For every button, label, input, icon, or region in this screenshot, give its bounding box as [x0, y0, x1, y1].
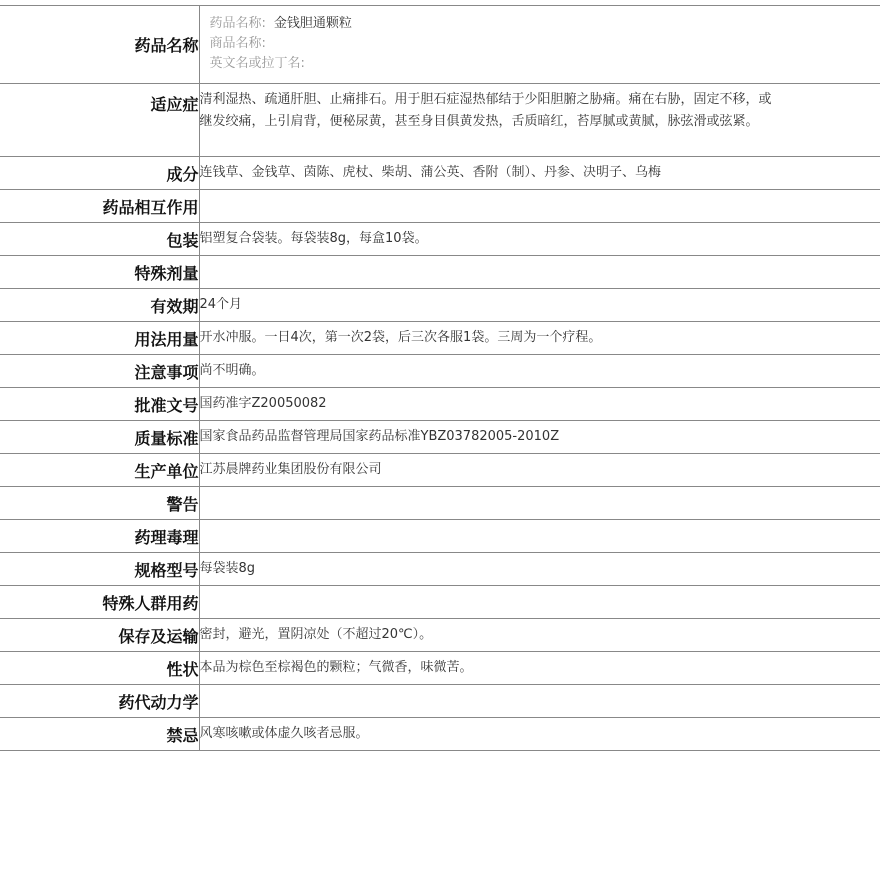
drug-spec-sheet — [0, 5, 880, 751]
value-special-dose — [199, 256, 880, 289]
row-pharmacology — [0, 520, 880, 553]
row-contraindications — [0, 718, 880, 751]
row-ingredients — [0, 157, 880, 190]
trade-name-key: 商品名称: — [209, 36, 266, 51]
row-manufacturer — [0, 454, 880, 487]
label-pharmacology: 药理毒理 — [0, 520, 199, 553]
row-special-dose — [0, 256, 880, 289]
value-ingredients: 连钱草、金钱草、茵陈、虎杖、柴胡、蒲公英、香附（制）、丹参、决明子、乌梅 — [199, 157, 880, 190]
value-specification: 每袋装8g — [199, 553, 880, 586]
row-pharmacokinetics — [0, 685, 880, 718]
row-usage — [0, 322, 880, 355]
value-pharmacokinetics — [199, 685, 880, 718]
row-quality-standard — [0, 421, 880, 454]
label-contraindications: 禁忌 — [0, 718, 199, 751]
value-approval-number: 国药准字Z20050082 — [199, 388, 880, 421]
row-precautions — [0, 355, 880, 388]
row-description — [0, 652, 880, 685]
value-drug-names — [199, 6, 880, 84]
value-package: 铝塑复合袋装。每袋装8g，每盒10袋。 — [199, 223, 880, 256]
value-special-groups — [199, 586, 880, 619]
label-usage: 用法用量 — [0, 322, 199, 355]
value-quality-standard: 国家食品药品监督管理局国家药品标准YBZ03782005-2010Z — [199, 421, 880, 454]
label-special-groups: 特殊人群用药 — [0, 586, 199, 619]
label-interactions: 药品相互作用 — [0, 190, 199, 223]
label-description: 性状 — [0, 652, 199, 685]
label-shelf-life: 有效期 — [0, 289, 199, 322]
label-precautions: 注意事项 — [0, 355, 199, 388]
value-description: 本品为棕色至棕褐色的颗粒；气微香，味微苦。 — [199, 652, 880, 685]
drug-spec-table — [0, 5, 880, 751]
row-interactions — [0, 190, 880, 223]
value-manufacturer: 江苏晨牌药业集团股份有限公司 — [199, 454, 880, 487]
value-contraindications: 风寒咳嗽或体虚久咳者忌服。 — [199, 718, 880, 751]
row-approval-number — [0, 388, 880, 421]
label-warning: 警告 — [0, 487, 199, 520]
trade-name-line — [210, 34, 880, 54]
label-storage: 保存及运输 — [0, 619, 199, 652]
value-shelf-life: 24个月 — [199, 289, 880, 322]
row-special-groups — [0, 586, 880, 619]
row-specification — [0, 553, 880, 586]
row-storage — [0, 619, 880, 652]
row-package — [0, 223, 880, 256]
value-usage: 开水冲服。一日4次，第一次2袋，后三次各服1袋。三周为一个疗程。 — [199, 322, 880, 355]
label-indications: 适应症 — [0, 84, 199, 157]
generic-name-line — [210, 14, 880, 34]
value-pharmacology — [199, 520, 880, 553]
english-name-line — [210, 54, 880, 74]
english-name-key: 英文名或拉丁名: — [209, 56, 305, 71]
value-storage: 密封，避光，置阴凉处（不超过20℃）。 — [199, 619, 880, 652]
value-indications — [199, 84, 880, 157]
indications-text: 清利湿热、疏通肝胆、止痛排石。用于胆石症湿热郁结于少阳胆腑之胁痛。痛在右胁，固定不移，或继发绞痛，上引肩背，便秘尿黄，甚至身目俱黄发热，舌质暗红，苔厚腻或黄腻，脉弦滑或弦紧。 — [199, 92, 772, 129]
value-interactions — [199, 190, 880, 223]
label-quality-standard: 质量标准 — [0, 421, 199, 454]
label-manufacturer: 生产单位 — [0, 454, 199, 487]
label-special-dose: 特殊剂量 — [0, 256, 199, 289]
row-shelf-life — [0, 289, 880, 322]
label-ingredients: 成分 — [0, 157, 199, 190]
generic-name-key: 药品名称: — [209, 16, 266, 31]
label-pharmacokinetics: 药代动力学 — [0, 685, 199, 718]
row-warning — [0, 487, 880, 520]
value-precautions: 尚不明确。 — [199, 355, 880, 388]
generic-name-value: 金钱胆通颗粒 — [273, 16, 352, 31]
label-approval-number: 批准文号 — [0, 388, 199, 421]
label-package: 包装 — [0, 223, 199, 256]
label-drug-name: 药品名称 — [0, 6, 199, 84]
value-warning — [199, 487, 880, 520]
row-drug-name — [0, 6, 880, 84]
label-specification: 规格型号 — [0, 553, 199, 586]
row-indications — [0, 84, 880, 157]
